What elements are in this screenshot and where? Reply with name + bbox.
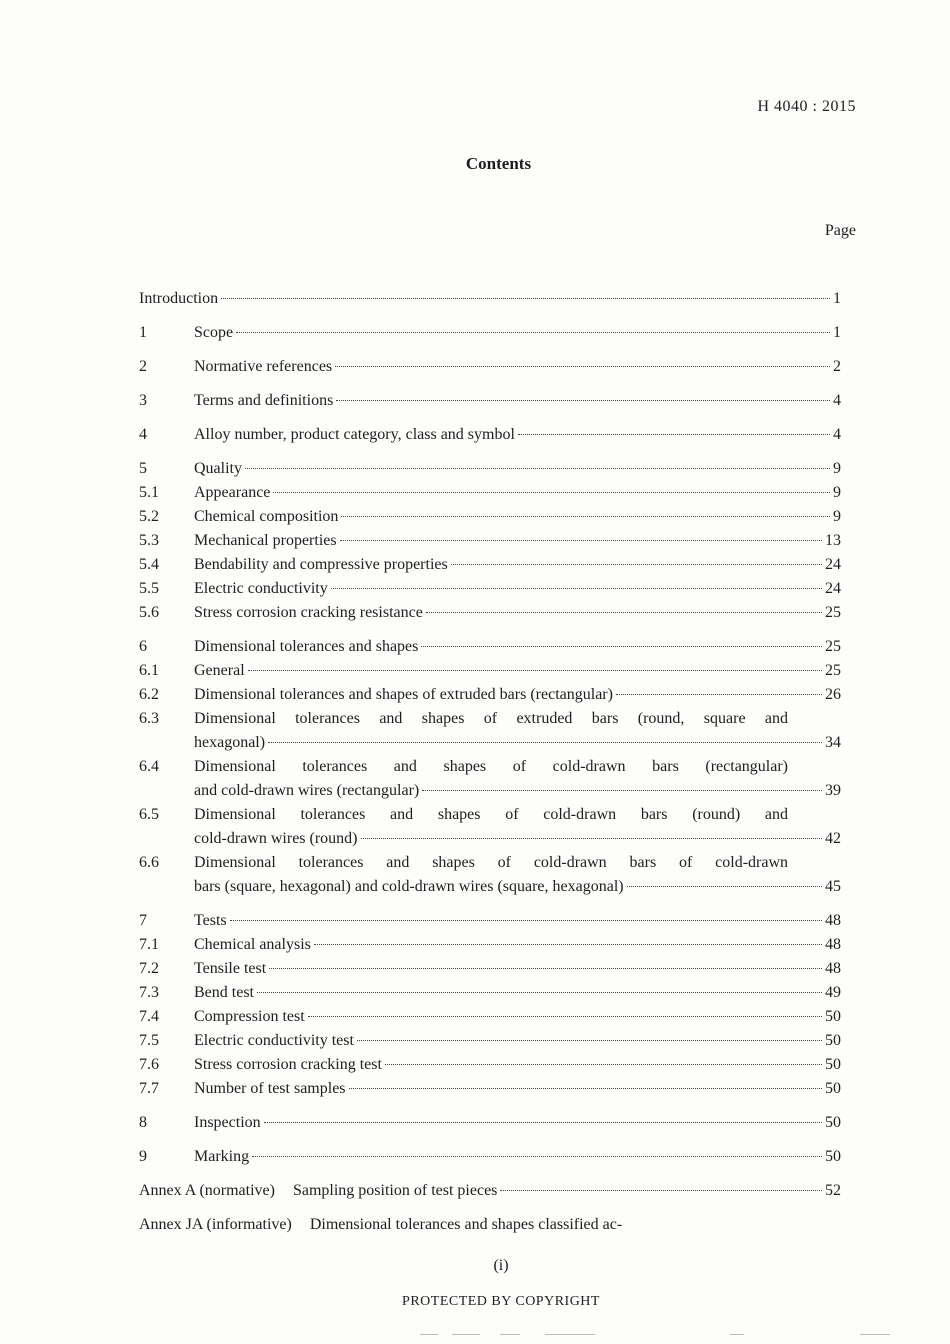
toc-entry-4[interactable] <box>139 423 841 447</box>
scan-artifact <box>452 1334 480 1335</box>
toc-page-number: 52 <box>825 1182 841 1199</box>
toc-entry-9[interactable] <box>139 1145 841 1169</box>
toc-entry-6-2[interactable] <box>139 683 841 707</box>
toc-entry-number: 6.2 <box>139 686 159 703</box>
toc-entry-number: 5.3 <box>139 532 159 549</box>
toc-page-number: 9 <box>833 460 841 477</box>
toc-entry-text-line2: bars (square, hexagonal) and cold-drawn wires (square, hexagonal) <box>194 878 624 895</box>
toc-page-number: 50 <box>825 1080 841 1097</box>
toc-entry-5-3[interactable] <box>139 529 841 553</box>
toc-entry-6[interactable] <box>139 635 841 659</box>
toc-entry-7-4[interactable] <box>139 1005 841 1029</box>
dot-leader <box>357 1040 822 1041</box>
toc-entry-text: Sampling position of test pieces <box>292 1182 498 1199</box>
toc-entry-text-line1: Dimensional tolerances and shapes of extruded bars (round, square and <box>194 710 788 727</box>
toc-entry-number: 6.6 <box>139 854 159 871</box>
toc-entry-1[interactable] <box>139 321 841 345</box>
toc-page-number: 25 <box>825 604 841 621</box>
toc-entry-number: 6.4 <box>139 758 159 775</box>
toc-entry-number: 5.4 <box>139 556 159 573</box>
dot-leader <box>422 790 822 791</box>
dot-leader <box>426 612 822 613</box>
toc-page-number: 42 <box>825 830 841 847</box>
toc-entry-text-line2: and cold-drawn wires (rectangular) <box>194 782 420 799</box>
dot-leader <box>245 468 830 469</box>
dot-leader <box>331 588 822 589</box>
toc-page-number: 24 <box>825 580 841 597</box>
toc-entry-text-line1: Dimensional tolerances and shapes of cold-drawn bars of cold-drawn <box>194 854 788 871</box>
toc-entry-7-5[interactable] <box>139 1029 841 1053</box>
toc-entry-text: Bendability and compressive properties <box>194 556 448 573</box>
toc-page-number: 13 <box>825 532 841 549</box>
dot-leader <box>451 564 822 565</box>
toc-entry-6-1[interactable] <box>139 659 841 683</box>
toc-page-number: 25 <box>825 662 841 679</box>
toc-entry-text: Dimensional tolerances and shapes <box>194 638 419 655</box>
toc-entry-text: Marking <box>194 1148 250 1165</box>
toc-entry-text: Stress corrosion cracking test <box>194 1056 382 1073</box>
dot-leader <box>349 1088 822 1089</box>
toc-entry-text: Chemical composition <box>194 508 339 525</box>
toc-entry-number: 6.1 <box>139 662 159 679</box>
standard-number: H 4040 : 2015 <box>757 98 856 115</box>
dot-leader <box>257 992 822 993</box>
toc-page-number: 39 <box>825 782 841 799</box>
toc-page-number: 25 <box>825 638 841 655</box>
dot-leader <box>268 742 822 743</box>
toc-page-number: 49 <box>825 984 841 1001</box>
toc-entry-7-6[interactable] <box>139 1053 841 1077</box>
dot-leader <box>336 400 830 401</box>
dot-leader <box>264 1122 822 1123</box>
dot-leader <box>221 298 830 299</box>
toc-entry-number: 6 <box>139 638 147 655</box>
toc-entry-3[interactable] <box>139 389 841 413</box>
scan-artifact <box>860 1334 890 1335</box>
toc-page-number: 9 <box>833 508 841 525</box>
toc-entry-5[interactable] <box>139 457 841 481</box>
toc-entry-text: Chemical analysis <box>194 936 311 953</box>
dot-leader <box>248 670 822 671</box>
toc-entry-text: Quality <box>194 460 242 477</box>
toc-entry-number: 7.1 <box>139 936 159 953</box>
toc-page-number: 50 <box>825 1148 841 1165</box>
toc-entry-number: 5.2 <box>139 508 159 525</box>
toc-entry-2[interactable] <box>139 355 841 379</box>
toc-page-number: 26 <box>825 686 841 703</box>
toc-entry-number: 7.7 <box>139 1080 159 1097</box>
toc-entry-annex-ja[interactable] <box>139 1213 841 1237</box>
toc-page-number: 34 <box>825 734 841 751</box>
toc-entry-number: 7.4 <box>139 1008 159 1025</box>
toc-entry-number: 5.6 <box>139 604 159 621</box>
toc-entry-number: 6.3 <box>139 710 159 727</box>
toc-page-number: 4 <box>833 392 841 409</box>
toc-page-number: 2 <box>833 358 841 375</box>
toc-page-number: 9 <box>833 484 841 501</box>
toc-entry-text: Scope <box>194 324 234 341</box>
toc-entry-6-5[interactable] <box>139 803 841 851</box>
copyright-notice: PROTECTED BY COPYRIGHT <box>402 1294 600 1309</box>
toc-entry-8[interactable] <box>139 1111 841 1135</box>
toc-entry-number: 7.2 <box>139 960 159 977</box>
dot-leader <box>269 968 822 969</box>
toc-entry-5-2[interactable] <box>139 505 841 529</box>
toc-entry-number: 6.5 <box>139 806 159 823</box>
dot-leader <box>341 516 830 517</box>
toc-entry-text: Normative references <box>194 358 333 375</box>
toc-entry-text: Alloy number, product category, class and symbol <box>194 426 515 443</box>
toc-entry-text: Inspection <box>194 1114 261 1131</box>
toc-entry-text: Electric conductivity test <box>194 1032 354 1049</box>
toc-entry-5-1[interactable] <box>139 481 841 505</box>
toc-entry-number: 7 <box>139 912 147 929</box>
dot-leader <box>385 1064 822 1065</box>
dot-leader <box>421 646 822 647</box>
dot-leader <box>335 366 830 367</box>
toc-entry-text: Dimensional tolerances and shapes of extruded bars (rectangular) <box>194 686 613 703</box>
dot-leader <box>361 838 823 839</box>
dot-leader <box>616 694 822 695</box>
toc-entry-7[interactable] <box>139 909 841 933</box>
toc-entry-text: Bend test <box>194 984 254 1001</box>
toc-entry-5-5[interactable] <box>139 577 841 601</box>
toc-entry-5-4[interactable] <box>139 553 841 577</box>
toc-entry-number: 4 <box>139 426 147 443</box>
dot-leader <box>308 1016 822 1017</box>
toc-page-number: 48 <box>825 912 841 929</box>
toc-entry-number: 1 <box>139 324 147 341</box>
toc-page-number: 50 <box>825 1056 841 1073</box>
toc-page-number: 50 <box>825 1032 841 1049</box>
toc-entry-text: Compression test <box>194 1008 305 1025</box>
toc-entry-number: 3 <box>139 392 147 409</box>
toc-page-number: 4 <box>833 426 841 443</box>
toc-entry-text: Appearance <box>194 484 271 501</box>
toc-page-number: 1 <box>833 324 841 341</box>
toc-entry-text: Tensile test <box>194 960 267 977</box>
toc-entry-number: 5.5 <box>139 580 159 597</box>
toc-entry-6-6[interactable] <box>139 851 841 899</box>
dot-leader <box>252 1156 822 1157</box>
dot-leader <box>518 434 830 435</box>
toc-entry-text: Electric conductivity <box>194 580 328 597</box>
toc-entry-number: 5 <box>139 460 147 477</box>
scan-artifact <box>545 1334 595 1335</box>
dot-leader <box>314 944 822 945</box>
dot-leader <box>627 886 822 887</box>
footer-page-number: (i) <box>493 1257 509 1274</box>
toc-entry-6-4[interactable] <box>139 755 841 803</box>
annex-label: Annex A (normative) <box>139 1182 275 1199</box>
toc-entry-text-line2: hexagonal) <box>194 734 266 751</box>
table-of-contents <box>139 287 841 1237</box>
toc-entry-number: 7.6 <box>139 1056 159 1073</box>
toc-entry-text: Mechanical properties <box>194 532 337 549</box>
toc-entry-text: Introduction <box>139 290 219 307</box>
toc-entry-6-3[interactable] <box>139 707 841 755</box>
toc-entry-introduction[interactable] <box>139 287 841 311</box>
contents-title: Contents <box>465 154 532 173</box>
dot-leader <box>340 540 822 541</box>
toc-entry-text-line1: Dimensional tolerances and shapes of cold-drawn bars (round) and <box>194 806 788 823</box>
toc-page-number: 48 <box>825 936 841 953</box>
toc-entry-number: 7.3 <box>139 984 159 1001</box>
toc-entry-number: 9 <box>139 1148 147 1165</box>
toc-page-number: 50 <box>825 1114 841 1131</box>
toc-entry-text: General <box>194 662 245 679</box>
dot-leader <box>230 920 822 921</box>
toc-entry-annex-a[interactable] <box>139 1179 841 1203</box>
scan-artifact <box>730 1334 744 1335</box>
toc-page-number: 24 <box>825 556 841 573</box>
toc-entry-7-2[interactable] <box>139 957 841 981</box>
toc-entry-text-line1: Dimensional tolerances and shapes of cold-drawn bars (rectangular) <box>194 758 788 775</box>
toc-entry-number: 7.5 <box>139 1032 159 1049</box>
toc-page-number: 45 <box>825 878 841 895</box>
dot-leader <box>273 492 830 493</box>
toc-entry-5-6[interactable] <box>139 601 841 625</box>
scan-artifact <box>420 1334 438 1335</box>
toc-page-number: 50 <box>825 1008 841 1025</box>
toc-entry-text-line2: cold-drawn wires (round) <box>194 830 358 847</box>
toc-entry-text: Number of test samples <box>194 1080 346 1097</box>
toc-entry-text: Terms and definitions <box>194 392 334 409</box>
toc-page-number: 1 <box>833 290 841 307</box>
toc-entry-7-3[interactable] <box>139 981 841 1005</box>
annex-label: Annex JA (informative) <box>139 1216 292 1233</box>
page-column-label: Page <box>824 222 856 239</box>
toc-entry-text: Dimensional tolerances and shapes classified ac- <box>309 1216 623 1233</box>
scan-artifact <box>500 1334 520 1335</box>
toc-entry-7-1[interactable] <box>139 933 841 957</box>
toc-entry-7-7[interactable] <box>139 1077 841 1101</box>
dot-leader <box>500 1190 822 1191</box>
toc-entry-text: Tests <box>194 912 227 929</box>
toc-entry-number: 5.1 <box>139 484 159 501</box>
toc-entry-text: Stress corrosion cracking resistance <box>194 604 423 621</box>
toc-entry-number: 2 <box>139 358 147 375</box>
toc-entry-number: 8 <box>139 1114 147 1131</box>
dot-leader <box>236 332 830 333</box>
toc-page-number: 48 <box>825 960 841 977</box>
